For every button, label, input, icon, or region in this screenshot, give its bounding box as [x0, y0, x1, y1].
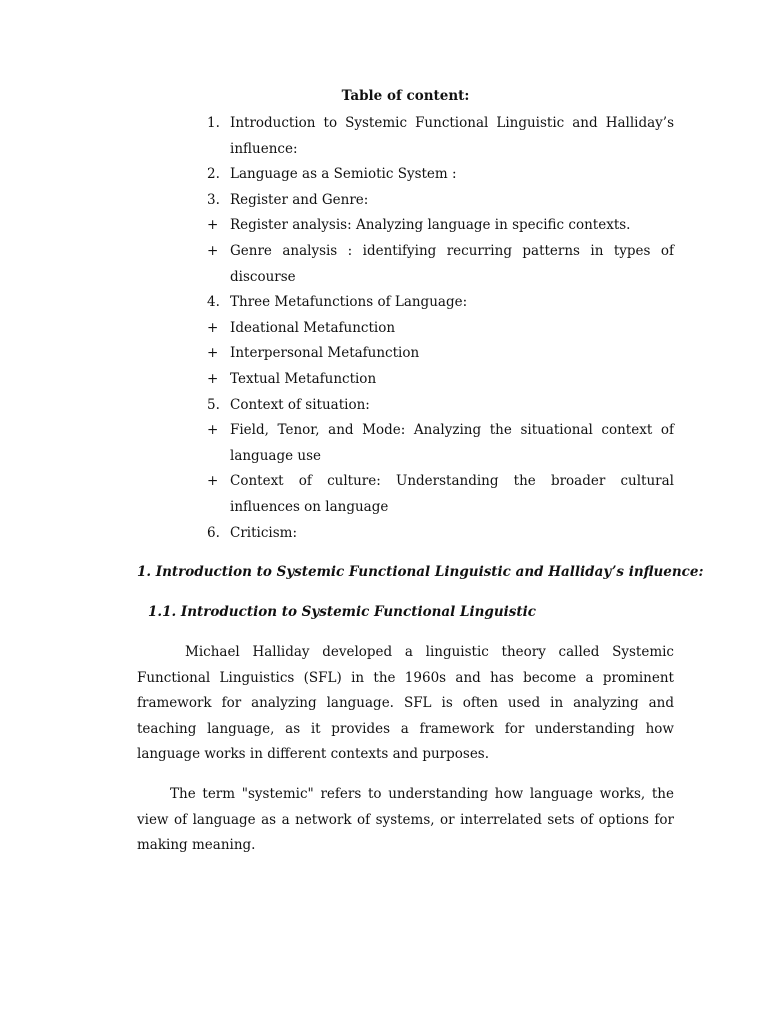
toc-item [200, 188, 674, 214]
body-paragraph: The term "systemic" refers to understanding how language works, the view of language as a network of systems, or interrelated sets of options for making meaning. [137, 786, 674, 854]
subsection-heading: 1.1. Introduction to Systemic Functional Linguistic [148, 604, 536, 620]
toc-item [200, 290, 674, 316]
section-heading: 1. Introduction to Systemic Functional Linguistic and Halliday’s influence: [137, 564, 704, 580]
toc-item [200, 239, 674, 290]
table-of-contents [200, 111, 674, 546]
toc-item [200, 418, 674, 469]
toc-marker: + [207, 473, 219, 490]
toc-marker: + [207, 422, 219, 439]
toc-marker: + [207, 217, 219, 234]
body-paragraph: Michael Halliday developed a linguistic theory called Systemic Functional Linguistics (SFL) in the 1960s and has become a prominent framework for analyzing language. SFL is often used in analyzing and teaching language, as it provides a framework for understanding how language works in different contexts and purposes. [137, 644, 674, 763]
toc-marker: + [207, 345, 219, 362]
toc-text: Field, Tenor, and Mode: Analyzing the situational context of language use [230, 422, 674, 464]
toc-item [200, 393, 674, 419]
toc-marker: 4. [207, 294, 220, 311]
toc-text: Interpersonal Metafunction [230, 345, 420, 362]
toc-marker: + [207, 319, 219, 336]
toc-item [200, 341, 674, 367]
toc-title: Table of content: [341, 88, 470, 104]
toc-text: Introduction to Systemic Functional Linguistic and Halliday’s influence: [230, 115, 674, 157]
toc-marker: + [207, 370, 219, 387]
toc-text: Criticism: [230, 524, 297, 541]
toc-item [200, 521, 674, 547]
toc-marker: 6. [207, 524, 220, 541]
toc-marker: 5. [207, 396, 220, 413]
toc-marker: + [207, 242, 219, 259]
toc-marker: 2. [207, 166, 220, 183]
toc-item [200, 469, 674, 520]
toc-text: Genre analysis : identifying recurring patterns in types of discourse [230, 242, 674, 285]
toc-text: Register analysis: Analyzing language in specific contexts. [230, 217, 631, 234]
toc-item [200, 316, 674, 342]
toc-text: Context of situation: [230, 396, 370, 413]
toc-text: Language as a Semiotic System : [230, 166, 457, 183]
toc-marker: 3. [207, 191, 220, 208]
toc-text: Register and Genre: [230, 191, 369, 208]
toc-text: Context of culture: Understanding the broader cultural influences on language [230, 473, 674, 515]
toc-item [200, 367, 674, 393]
toc-text: Three Metafunctions of Language: [230, 294, 468, 311]
toc-text: Textual Metafunction [230, 370, 377, 387]
toc-item [200, 162, 674, 188]
toc-text: Ideational Metafunction [230, 319, 396, 336]
toc-item [200, 213, 674, 239]
toc-marker: 1. [207, 115, 220, 131]
toc-item [200, 111, 674, 162]
